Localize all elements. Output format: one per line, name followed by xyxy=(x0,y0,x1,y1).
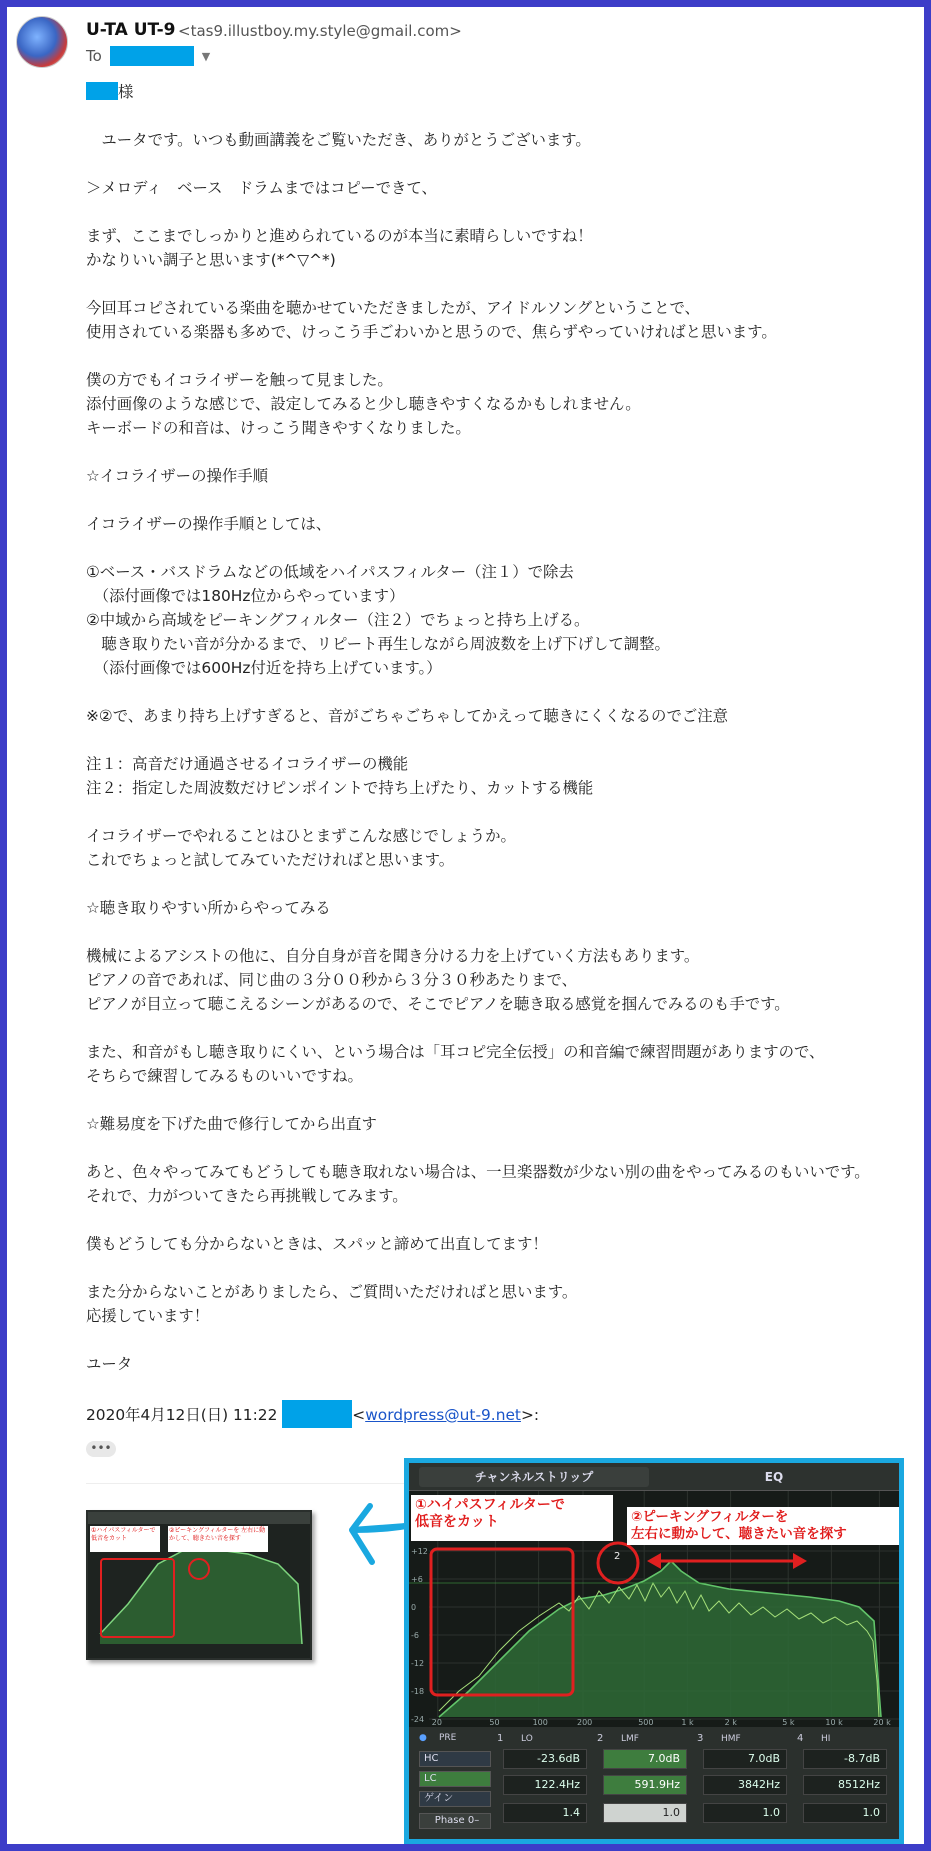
freq-tick-label: 50 xyxy=(489,1718,500,1727)
peak-node-label: 2 xyxy=(614,1551,621,1562)
body-line: そちらで練習してみるものいいですね。 xyxy=(86,1067,363,1085)
db-tick-label: +12 xyxy=(411,1547,428,1556)
body-line: ①ベース・バスドラムなどの低域をハイパスフィルター（注１）で除去 xyxy=(86,563,574,581)
body-line: ☆聴き取りやすい所からやってみる xyxy=(86,899,331,917)
band-number: 1 xyxy=(497,1733,504,1744)
body-line: 今回耳コピされている楽曲を聴かせていただきましたが、アイドルソングということで、 xyxy=(86,299,700,317)
db-tick-label: -24 xyxy=(411,1715,425,1724)
reply-email-link[interactable]: wordpress@ut-9.net xyxy=(365,1406,521,1424)
body-line xyxy=(86,680,926,704)
body-line xyxy=(86,1208,926,1232)
email-body xyxy=(86,80,926,1428)
band-freq-field[interactable]: 8512Hz xyxy=(803,1775,887,1795)
body-line: あと、色々やってみてもどうしても聴き取れない場合は、一旦楽器数が少ない別の曲をやってみるのもいいです。 xyxy=(86,1163,870,1181)
freq-tick-label: 100 xyxy=(532,1718,548,1727)
band-number: 3 xyxy=(697,1733,704,1744)
body-line: ユータです。いつも動画講義をご覧いただき、ありがとうございます。 xyxy=(86,131,591,149)
body-line: 僕もどうしても分からないときは、スパッと諦めて出直してます！ xyxy=(86,1235,548,1253)
db-tick-label: -18 xyxy=(411,1687,425,1696)
freq-tick-label: 500 xyxy=(638,1718,654,1727)
freq-tick-label: 20 k xyxy=(873,1718,891,1727)
body-line: 添付画像のような感じで、設定してみると少し聴きやすくなるかもしれません。 xyxy=(86,395,641,413)
sender-email: <tas9.illustboy.my.style@gmail.com> xyxy=(178,22,462,40)
thumb-note-2: ②ピーキングフィルターを 左右に動かして、聴きたい音を探す xyxy=(168,1526,268,1552)
band-gain-field[interactable]: 7.0dB xyxy=(703,1749,787,1769)
body-line xyxy=(86,1328,926,1352)
freq-tick-label: 1 k xyxy=(681,1718,694,1727)
band-number: 2 xyxy=(597,1733,604,1744)
body-line: ☆難易度を下げた曲で修行してから出直す xyxy=(86,1115,377,1133)
body-line: ※②で、あまり持ち上げすぎると、音がごちゃごちゃしてかえって聴きにくくなるのでご注意 xyxy=(86,707,729,725)
annotation-highpass xyxy=(411,1495,613,1541)
body-line xyxy=(86,152,926,176)
attachment-thumbnail[interactable] xyxy=(86,1510,312,1660)
tab-channel-strip[interactable]: チャンネルストリップ xyxy=(419,1467,649,1487)
band-gain-field[interactable]: -23.6dB xyxy=(503,1749,587,1769)
db-tick-label: 0 xyxy=(411,1603,417,1612)
body-line: 応援しています！ xyxy=(86,1307,210,1325)
body-line: イコライザーでやれることはひとまずこんな感じでしょうか。 xyxy=(86,827,516,845)
phase-button[interactable]: Phase 0– xyxy=(419,1813,491,1829)
body-line xyxy=(86,1376,926,1400)
band-gain-field[interactable]: 7.0dB xyxy=(603,1749,687,1769)
body-line: また、和音がもし聴き取りにくい、という場合は「耳コピ完全伝授」の和音編で練習問題がありますので、 xyxy=(86,1043,825,1061)
body-line: 注２：指定した周波数だけピンポイントで持ち上げたり、カットする機能 xyxy=(86,779,594,797)
recipient-redaction xyxy=(110,46,194,66)
body-line xyxy=(86,272,926,296)
band-freq-field[interactable]: 122.4Hz xyxy=(503,1775,587,1795)
power-icon[interactable]: ● xyxy=(419,1733,427,1743)
body-line xyxy=(86,488,926,512)
freq-tick-label: 20 xyxy=(431,1718,442,1727)
body-line xyxy=(86,1256,926,1280)
body-line xyxy=(86,104,926,128)
annotation-peaking-line2: 左右に動かして、聴きたい音を探す xyxy=(631,1526,847,1542)
band-name: LMF xyxy=(621,1734,639,1744)
band-name: HI xyxy=(821,1734,831,1744)
body-line: ピアノの音であれば、同じ曲の３分００秒から３分３０秒あたりまで、 xyxy=(86,971,577,989)
body-line: それで、力がついてきたら再挑戦してみます。 xyxy=(86,1187,408,1205)
body-line xyxy=(86,872,926,896)
thumb-highlight-box xyxy=(100,1558,175,1638)
band-q-field[interactable]: 1.0 xyxy=(803,1803,887,1823)
body-line: かなりいい調子と思います(*^▽^*) xyxy=(86,251,336,269)
body-line: （添付画像では600Hz付近を持ち上げています。） xyxy=(86,659,442,677)
body-lines xyxy=(86,104,926,1400)
body-line xyxy=(86,728,926,752)
freq-tick-label: 10 k xyxy=(825,1718,843,1727)
eq-tabbar xyxy=(409,1463,899,1491)
body-line xyxy=(86,536,926,560)
greeting-line xyxy=(86,80,926,104)
pre-label: PRE xyxy=(439,1733,457,1743)
greeting-suffix: 様 xyxy=(118,83,134,101)
avatar[interactable] xyxy=(16,16,68,68)
thumb-highlight-circle xyxy=(188,1558,210,1580)
reply-sender-redaction xyxy=(282,1400,352,1428)
body-line: ピアノが目立って聴こえるシーンがあるので、そこでピアノを聴き取る感覚を掴んでみるのも手です。 xyxy=(86,995,790,1013)
body-line: 使用されている楽器も多めで、けっこう手ごわいかと思うので、焦らずやっていければと思います。 xyxy=(86,323,777,341)
body-line: ＞メロディ ベース ドラムまではコピーできて、 xyxy=(86,179,437,197)
band-freq-field[interactable]: 591.9Hz xyxy=(603,1775,687,1795)
body-line xyxy=(86,200,926,224)
body-line xyxy=(86,440,926,464)
sender-name: U-TA UT-9 xyxy=(86,20,176,40)
body-line: これでちょっと試してみていただければと思います。 xyxy=(86,851,455,869)
annotation-highpass-line1: ①ハイパスフィルターで xyxy=(415,1497,565,1513)
freq-tick-label: 2 k xyxy=(724,1718,737,1727)
reply-open: < xyxy=(352,1406,366,1424)
body-line: 注１：高音だけ通過させるイコライザーの機能 xyxy=(86,755,409,773)
thumb-note-1: ①ハイパスフィルターで 低音をカット xyxy=(90,1526,160,1552)
band-freq-field[interactable]: 3842Hz xyxy=(703,1775,787,1795)
db-tick-label: -6 xyxy=(411,1631,419,1640)
reply-date: 2020年4月12日(日) 11:22 xyxy=(86,1406,278,1424)
body-line xyxy=(86,1088,926,1112)
annotation-peaking-line1: ②ピーキングフィルターを xyxy=(631,1509,789,1525)
annotation-highpass-line2: 低音をカット xyxy=(415,1514,499,1530)
band-name: HMF xyxy=(721,1734,741,1744)
body-line xyxy=(86,344,926,368)
body-line: ②中域から高域をピーキングフィルター（注２）でちょっと持ち上げる。 xyxy=(86,611,590,629)
eq-screenshot[interactable] xyxy=(404,1458,904,1844)
db-tick-label: +6 xyxy=(411,1575,423,1584)
body-line: ☆イコライザーの操作手順 xyxy=(86,467,269,485)
body-line xyxy=(86,1016,926,1040)
lc-toggle[interactable]: LC xyxy=(419,1771,491,1787)
band-number: 4 xyxy=(797,1733,804,1744)
body-line xyxy=(86,800,926,824)
eq-controls xyxy=(409,1727,899,1839)
body-line: （添付画像では180Hz位からやっています） xyxy=(86,587,405,605)
to-row xyxy=(86,46,210,66)
band-gain-field[interactable]: -8.7dB xyxy=(803,1749,887,1769)
hc-toggle[interactable]: HC xyxy=(419,1751,491,1767)
body-line: イコライザーの操作手順としては、 xyxy=(86,515,332,533)
chevron-down-icon[interactable]: ▼ xyxy=(201,49,211,63)
db-tick-label: -12 xyxy=(411,1659,425,1668)
to-label: To xyxy=(86,47,102,65)
body-line xyxy=(86,1136,926,1160)
freq-tick-label: 5 k xyxy=(782,1718,795,1727)
body-line: 聴き取りたい音が分かるまで、リピート再生しながら周波数を上げ下げして調整。 xyxy=(86,635,670,653)
body-line: また分からないことがありましたら、ご質問いただければと思います。 xyxy=(86,1283,578,1301)
gain-slider[interactable]: ゲイン xyxy=(419,1791,491,1807)
band-name: LO xyxy=(521,1734,533,1744)
body-line: ユータ xyxy=(86,1355,133,1373)
body-line: キーボードの和音は、けっこう聞きやすくなりました。 xyxy=(86,419,471,437)
reply-header xyxy=(86,1400,926,1428)
band-q-field[interactable]: 1.0 xyxy=(603,1803,687,1823)
greeting-redaction xyxy=(86,82,118,100)
freq-tick-label: 200 xyxy=(577,1718,593,1727)
band-q-field[interactable]: 1.4 xyxy=(503,1803,587,1823)
body-line xyxy=(86,920,926,944)
band-q-field[interactable]: 1.0 xyxy=(703,1803,787,1823)
tab-eq[interactable]: EQ xyxy=(659,1467,889,1487)
body-line: まず、ここまでしっかりと進められているのが本当に素晴らしいですね！ xyxy=(86,227,593,245)
annotation-peaking xyxy=(627,1507,899,1545)
reply-close: >: xyxy=(520,1406,540,1424)
arrow-left-icon xyxy=(312,1500,408,1570)
body-line: 機械によるアシストの他に、自分自身が音を聞き分ける力を上げていく方法もあります。 xyxy=(86,947,700,965)
show-trimmed-button[interactable]: ••• xyxy=(86,1441,116,1457)
body-line: 僕の方でもイコライザーを触って見ました。 xyxy=(86,371,393,389)
thumb-tabbar xyxy=(88,1512,310,1524)
